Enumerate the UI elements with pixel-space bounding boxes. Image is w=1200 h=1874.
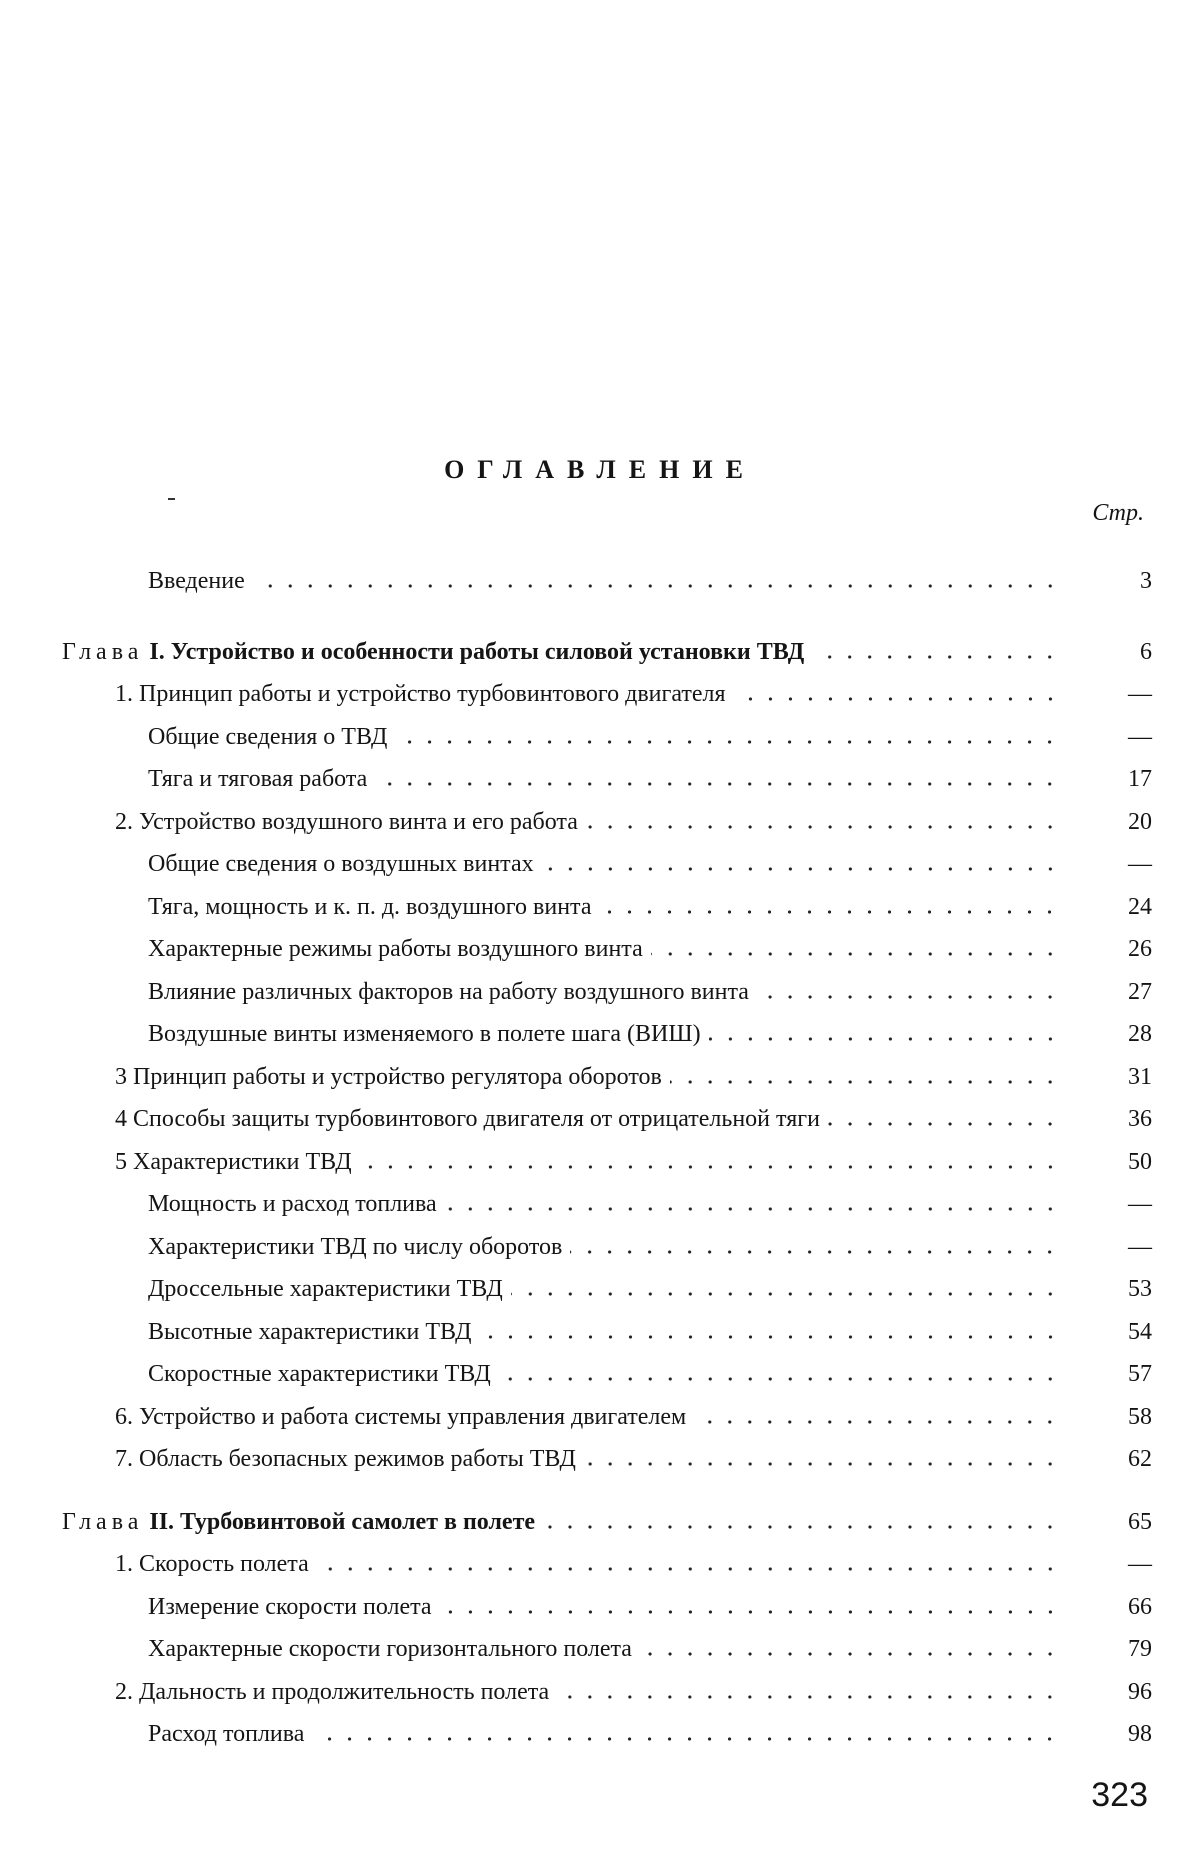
toc-page-number: 62 xyxy=(1128,1446,1152,1472)
toc-entry-text: Характеристики ТВД по числу оборотов xyxy=(148,1234,563,1260)
toc-entry-title xyxy=(115,1550,317,1578)
toc-section-entry xyxy=(115,1538,1152,1578)
toc-page-number: 28 xyxy=(1128,1021,1152,1047)
dot-leader xyxy=(253,582,1060,590)
dot-leader xyxy=(317,1565,1060,1573)
toc-subsection-entry xyxy=(148,711,1152,751)
dot-leader xyxy=(812,653,1060,661)
toc-entry-title xyxy=(148,1020,709,1048)
toc-section-entry xyxy=(115,796,1152,836)
toc-page-number: 96 xyxy=(1128,1679,1152,1705)
toc-entry-text: Влияние различных факторов на работу воздушного винта xyxy=(148,979,749,1005)
dot-leader xyxy=(375,780,1060,788)
toc-entry-text: Тяга и тяговая работа xyxy=(148,766,368,792)
dot-leader xyxy=(599,908,1060,916)
page-number: 323 xyxy=(1091,1776,1148,1814)
toc-subsection-entry xyxy=(148,1263,1152,1303)
toc-page-number: 53 xyxy=(1128,1276,1152,1302)
chapter-label: Глава xyxy=(62,639,144,665)
dot-leader xyxy=(670,1078,1060,1086)
toc-entry-title xyxy=(148,1720,312,1748)
toc-entry-title xyxy=(148,567,253,595)
toc-subsection-entry xyxy=(148,1623,1152,1663)
toc-section-entry xyxy=(115,1666,1152,1706)
dot-leader xyxy=(651,950,1060,958)
dot-leader xyxy=(734,695,1060,703)
toc-entry-text: Характерные скорости горизонтального полета xyxy=(148,1636,632,1662)
toc-entry-title xyxy=(115,1105,828,1133)
toc-page-number: — xyxy=(1128,1551,1152,1577)
dot-leader xyxy=(557,1693,1060,1701)
toc-entry-text: 1. Принцип работы и устройство турбовинтового двигателя xyxy=(115,681,726,707)
toc-page-number: — xyxy=(1128,1234,1152,1260)
toc-entry-title xyxy=(148,978,757,1006)
toc-chapter-entry xyxy=(62,1496,1152,1536)
toc-intro-entry xyxy=(148,555,1152,595)
toc-entry-title xyxy=(115,1063,670,1091)
toc-entry-title xyxy=(62,638,812,666)
toc-subsection-entry xyxy=(148,838,1152,878)
toc-page-number: 24 xyxy=(1128,894,1152,920)
toc-entry-title xyxy=(148,850,542,878)
toc-subsection-entry xyxy=(148,1708,1152,1748)
dot-leader xyxy=(360,1163,1060,1171)
toc-entry-title xyxy=(115,1403,694,1431)
toc-subsection-entry xyxy=(148,1221,1152,1261)
toc-section-entry xyxy=(115,1136,1152,1176)
toc-page-number: 65 xyxy=(1128,1509,1152,1535)
toc-page-number: 54 xyxy=(1128,1319,1152,1345)
toc-section-entry xyxy=(115,1093,1152,1133)
toc-entry-title xyxy=(148,765,375,793)
dot-leader xyxy=(584,1460,1060,1468)
dot-leader xyxy=(511,1290,1060,1298)
toc-subsection-entry xyxy=(148,1581,1152,1621)
toc-entry-text: Мощность и расход топлива xyxy=(148,1191,437,1217)
toc-entry-text: Введение xyxy=(148,568,245,594)
toc-entry-text: 3 Принцип работы и устройство регулятора оборотов xyxy=(115,1064,662,1090)
toc-entry-title xyxy=(115,1678,557,1706)
toc-subsection-entry xyxy=(148,881,1152,921)
toc-page-number: 66 xyxy=(1128,1594,1152,1620)
dot-leader xyxy=(445,1205,1060,1213)
toc-page-number: 26 xyxy=(1128,936,1152,962)
toc-entry-text: Измерение скорости полета xyxy=(148,1594,432,1620)
toc-entry-text: 2. Дальность и продолжительность полета xyxy=(115,1679,550,1705)
toc-entry-title xyxy=(115,1445,584,1473)
toc-page-number: 57 xyxy=(1128,1361,1152,1387)
toc-entry-title xyxy=(115,680,734,708)
toc-entry-text: Тяга, мощность и к. п. д. воздушного винта xyxy=(148,894,592,920)
dot-leader xyxy=(640,1650,1060,1658)
toc-page-number: 58 xyxy=(1128,1404,1152,1430)
toc-subsection-entry xyxy=(148,1348,1152,1388)
toc-entry-text: 4 Способы защиты турбовинтового двигателя от отрицательной тяги xyxy=(115,1106,820,1132)
toc-entry-text: I. Устройство и особенности работы силовой установки ТВД xyxy=(149,639,805,665)
dot-leader xyxy=(480,1333,1060,1341)
toc-page-number: — xyxy=(1128,1191,1152,1217)
dot-leader xyxy=(395,738,1060,746)
toc-subsection-entry xyxy=(148,1306,1152,1346)
toc-subsection-entry xyxy=(148,1008,1152,1048)
toc-entry-text: Общие сведения о ТВД xyxy=(148,724,388,750)
toc-entry-title xyxy=(62,1508,543,1536)
toc-entry-title xyxy=(148,1360,499,1388)
toc-page-number: — xyxy=(1128,681,1152,707)
toc-page-number: 3 xyxy=(1140,568,1152,594)
toc-entry-title xyxy=(148,723,395,751)
toc-entry-text: Высотные характеристики ТВД xyxy=(148,1319,472,1345)
toc-chapter-entry xyxy=(62,626,1152,666)
toc-section-entry xyxy=(115,1391,1152,1431)
toc-entry-text: 2. Устройство воздушного винта и его работа xyxy=(115,809,578,835)
dot-leader xyxy=(694,1418,1060,1426)
toc-entry-text: Характерные режимы работы воздушного винта xyxy=(148,936,643,962)
toc-entry-text: 6. Устройство и работа системы управления двигателем xyxy=(115,1404,687,1430)
dot-leader xyxy=(542,865,1060,873)
toc-entry-title xyxy=(115,808,586,836)
page-title: ОГЛАВЛЕНИЕ xyxy=(444,455,756,484)
toc-entry-title xyxy=(148,1190,445,1218)
toc-entry-title xyxy=(148,1233,570,1261)
toc-page-number: 27 xyxy=(1128,979,1152,1005)
toc-entry-text: 7. Область безопасных режимов работы ТВД xyxy=(115,1446,576,1472)
toc-subsection-entry xyxy=(148,966,1152,1006)
toc-page-number: — xyxy=(1128,851,1152,877)
toc-entry-text: 1. Скорость полета xyxy=(115,1551,309,1577)
toc-entry-text: Воздушные винты изменяемого в полете шага (ВИШ) xyxy=(148,1021,701,1047)
toc-page-number: 36 xyxy=(1128,1106,1152,1132)
page-column-header: Стр. xyxy=(1092,500,1144,526)
toc-entry-text: 5 Характеристики ТВД xyxy=(115,1149,352,1175)
toc-entry-text: Общие сведения о воздушных винтах xyxy=(148,851,534,877)
toc-page-number: 79 xyxy=(1128,1636,1152,1662)
chapter-label: Глава xyxy=(62,1509,144,1535)
toc-page-number: 98 xyxy=(1128,1721,1152,1747)
toc-entry-text: Дроссельные характеристики ТВД xyxy=(148,1276,503,1302)
toc-entry-title xyxy=(148,893,599,921)
dot-leader xyxy=(709,1035,1060,1043)
toc-entry-text: II. Турбовинтовой самолет в полете xyxy=(149,1509,536,1535)
toc-subsection-entry xyxy=(148,923,1152,963)
toc-page-number: 31 xyxy=(1128,1064,1152,1090)
toc-entry-text: Скоростные характеристики ТВД xyxy=(148,1361,491,1387)
toc-subsection-entry xyxy=(148,1178,1152,1218)
toc-page-number: 17 xyxy=(1128,766,1152,792)
dot-leader xyxy=(586,823,1060,831)
toc-entry-title xyxy=(148,1318,480,1346)
dot-leader xyxy=(440,1608,1060,1616)
toc-subsection-entry xyxy=(148,753,1152,793)
toc-page-number: 50 xyxy=(1128,1149,1152,1175)
toc-page-number: 6 xyxy=(1140,639,1152,665)
toc-entry-title xyxy=(148,1593,440,1621)
toc-section-entry xyxy=(115,1433,1152,1473)
dot-leader xyxy=(570,1248,1060,1256)
dot-leader xyxy=(543,1523,1060,1531)
toc-page-number: 20 xyxy=(1128,809,1152,835)
toc-entry-title xyxy=(148,1635,640,1663)
toc-entry-title xyxy=(115,1148,360,1176)
dot-leader xyxy=(499,1375,1060,1383)
dot-leader xyxy=(312,1735,1060,1743)
dot-leader xyxy=(757,993,1060,1001)
toc-section-entry xyxy=(115,1051,1152,1091)
toc-entry-title xyxy=(148,1275,511,1303)
toc-page-number: — xyxy=(1128,724,1152,750)
toc-entry-title xyxy=(148,935,651,963)
toc-section-entry xyxy=(115,668,1152,708)
dot-leader xyxy=(828,1120,1060,1128)
toc-entry-text: Расход топлива xyxy=(148,1721,305,1747)
